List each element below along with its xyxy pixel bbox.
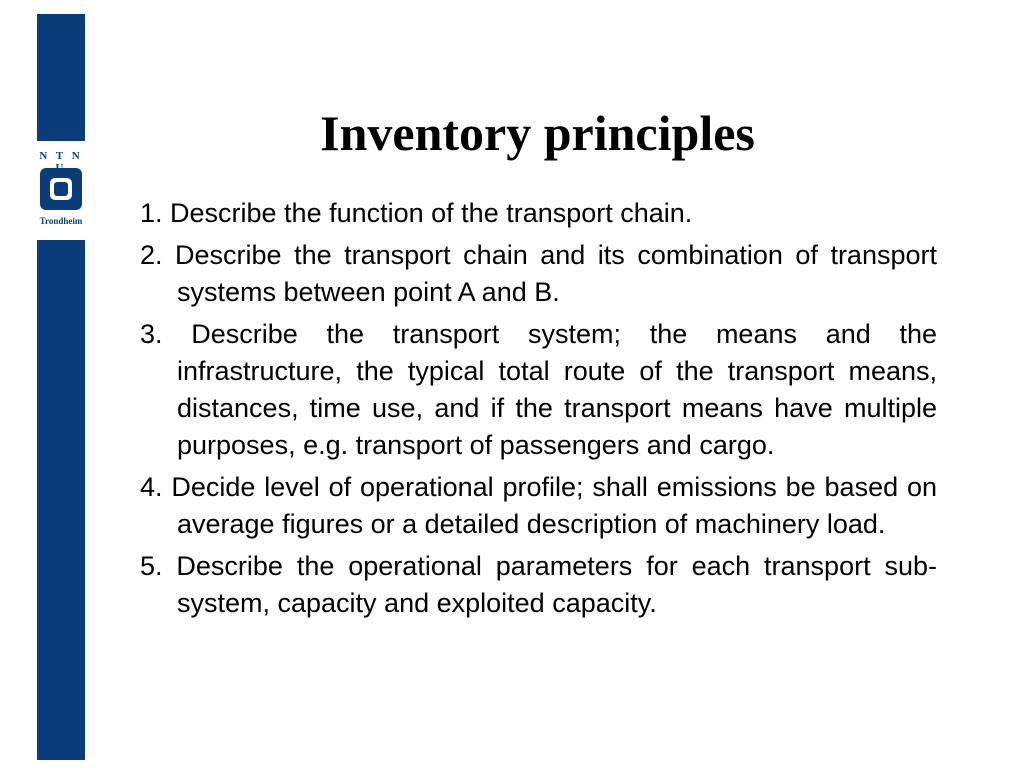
- list-item: 1. Describe the function of the transport chain.: [140, 198, 693, 228]
- slide-title: Inventory principles: [320, 105, 755, 161]
- list-item: 4. Decide level of operational profile; shall emissions be based on average figures or a detailed description of machinery load.: [140, 472, 937, 539]
- logo-emblem-icon: [40, 168, 82, 210]
- ntnu-logo: [33, 150, 89, 234]
- logo-letters: N T N: [39, 150, 83, 162]
- logo-city: Trondheim: [39, 216, 83, 226]
- list-item: 5. Describe the operational parameters for each transport sub-system, capacity and exploited capacity.: [140, 551, 937, 618]
- list-item: 3. Describe the transport system; the means and the infrastructure, the typical total route of the transport means, distances, time use, and if the transport means have multiple purposes, e.g. transport of passengers and cargo.: [140, 319, 937, 460]
- principles-list: [140, 195, 937, 627]
- list-item: 2. Describe the transport chain and its combination of transport systems between point A and B.: [140, 240, 937, 307]
- side-bar-top: [37, 14, 85, 141]
- side-bar-bottom: [37, 240, 85, 760]
